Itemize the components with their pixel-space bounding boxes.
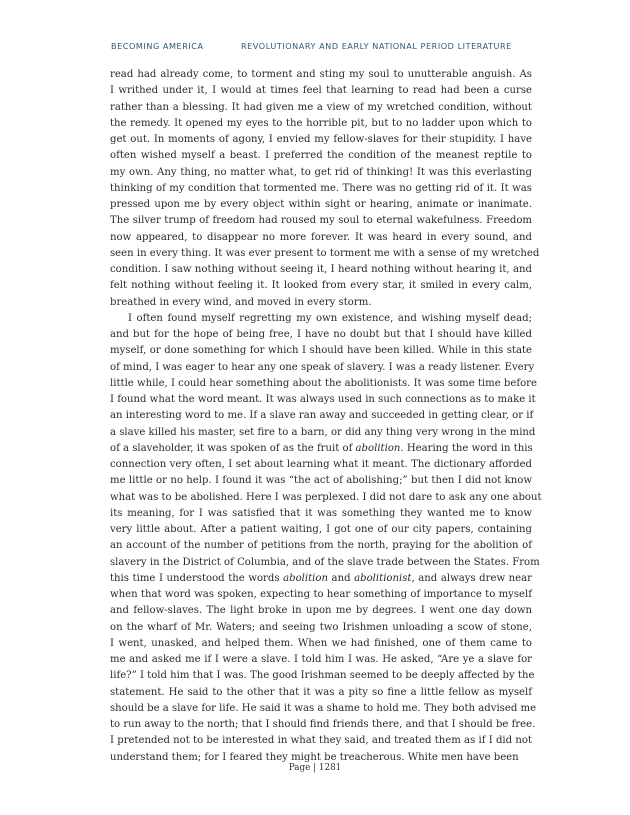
text-line: of mind, I was eager to hear any one speak of slavery. I was a ready listener. Every [110, 361, 535, 373]
header-section-title: REVOLUTIONARY AND EARLY NATIONAL PERIOD LITERATURE [241, 41, 512, 51]
text-line: to run away to the north; that I should find friends there, and that I should be free. [110, 719, 536, 730]
text-line: me and asked me if I were a slave. I told him I was. He asked, “Are ye a slave for [110, 654, 532, 665]
text-line: little while, I could hear something about the abolitionists. It was some time before [110, 377, 537, 389]
paragraph-2 [110, 311, 542, 766]
text-line: a slave killed his master, set fire to a barn, or did any thing very wrong in the mind [110, 426, 536, 438]
text-line: get out. In moments of agony, I envied my fellow-slaves for their stupidity. I have [110, 134, 532, 145]
text-line: slavery in the District of Columbia, and of the slave trade between the States. From [110, 556, 540, 568]
text-line: and fellow-slaves. The light broke in upon me by degrees. I went one day down [110, 605, 532, 617]
body-text [110, 67, 542, 766]
text-line: life?” I told him that I was. The good Irishman seemed to be deeply affected by the [110, 670, 535, 682]
text-line: on the wharf of Mr. Waters; and seeing two Irishmen unloading a scow of stone, [110, 621, 532, 633]
text-line: this time I understood the words abolition and abolitionist, and always drew near [110, 572, 532, 584]
text-line: I went, unasked, and helped them. When we had finished, one of them came to [110, 637, 532, 649]
text-line: should be a slave for life. He said it was a shame to hold me. They both advised me [110, 702, 537, 714]
text-line: what was to be abolished. Here I was perplexed. I did not dare to ask any one about [110, 491, 542, 503]
text-line: very little about. After a patient waiting, I got one of our city papers, containing [110, 524, 532, 535]
text-line: its meaning, for I was satisfied that it was something they wanted me to know [110, 507, 532, 519]
text-line: felt nothing without feeling it. It looked from every star, it smiled in every calm, [110, 280, 532, 292]
text-line: of a slaveholder, it was spoken of as the fruit of abolition. Hearing the word in this [110, 442, 533, 454]
text-line: condition. I saw nothing without seeing it, I heard nothing without hearing it, and [110, 264, 532, 275]
text-line: me little or no help. I found it was “the act of abolishing;” but then I did not know [110, 475, 532, 487]
text-line: now appeared, to disappear no more forever. It was heard in every sound, and [110, 231, 532, 243]
text-line: my own. Any thing, no matter what, to get rid of thinking! It was this everlasting [110, 166, 532, 178]
text-line: The silver trump of freedom had roused my soul to eternal wakefulness. Freedom [110, 215, 532, 227]
text-line: I found what the word meant. It was always used in such connections as to make it [110, 394, 536, 405]
paragraph-1 [110, 67, 540, 311]
text-line: when that word was spoken, expecting to hear something of importance to myself [110, 589, 532, 600]
text-line: thinking of my condition that tormented me. There was no getting rid of it. It was [110, 182, 532, 194]
text-line: understand them; for I feared they might be treacherous. White men have been [110, 751, 519, 763]
text-line: the remedy. It opened my eyes to the horrible pit, but to no ladder upon which to [110, 117, 532, 129]
text-line: I writhed under it, I would at times feel that learning to read had been a curse [110, 85, 532, 97]
text-line: often wished myself a beast. I preferred the condition of the meanest reptile to [110, 150, 532, 162]
text-line: an account of the number of petitions from the north, praying for the abolition of [110, 540, 532, 552]
text-line: connection very often, I set about learning what it meant. The dictionary afforded [110, 459, 532, 470]
text-line: pressed upon me by every object within sight or hearing, animate or inanimate. [110, 199, 532, 210]
text-line: rather than a blessing. It had given me a view of my wretched condition, without [110, 101, 532, 113]
text-line: I often found myself regretting my own existence, and wishing myself dead; [128, 312, 532, 324]
page-number: Page | 1281 [288, 763, 342, 773]
text-line: seen in every thing. It was ever present to torment me with a sense of my wretched [110, 247, 540, 259]
text-line: and but for the hope of being free, I have no doubt but that I should have killed [110, 329, 532, 340]
text-line: breathed in every wind, and moved in every storm. [110, 296, 372, 308]
text-line: an interesting word to me. If a slave ran away and succeeded in getting clear, or if [110, 410, 534, 422]
running-header [111, 41, 531, 51]
text-line: myself, or done something for which I should have been killed. While in this state [110, 345, 532, 357]
text-line: statement. He said to the other that it was a pity so fine a little fellow as myself [110, 686, 532, 698]
text-line: read had already come, to torment and sting my soul to unutterable anguish. As [110, 69, 532, 80]
header-book-title: BECOMING AMERICA [111, 41, 204, 51]
text-line: I pretended not to be interested in what they said, and treated them as if I did not [110, 735, 532, 747]
